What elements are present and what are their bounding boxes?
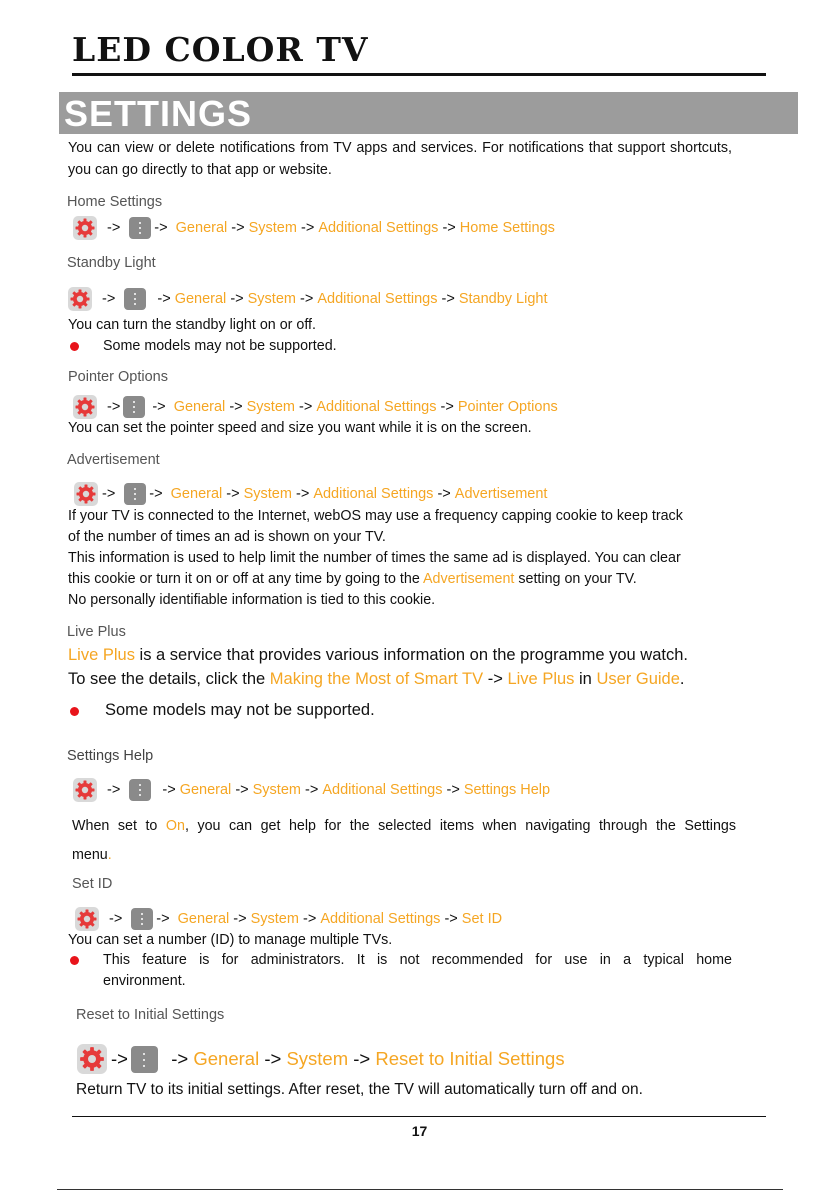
ad-line: If your TV is connected to the Internet, webOS may use a frequency capping cookie to keep track — [68, 508, 683, 524]
bullet-text: Some models may not be supported. — [105, 701, 375, 719]
arrow: -> — [295, 486, 310, 502]
live-plus-link: Live Plus — [507, 670, 575, 688]
banner-title: SETTINGS — [64, 93, 253, 134]
path-system: System — [243, 486, 292, 502]
arrow: -> — [446, 782, 460, 798]
live-line — [68, 643, 768, 667]
heading-live-plus: Live Plus — [67, 624, 126, 640]
path-general: General — [179, 782, 232, 798]
gear-icon — [77, 1044, 107, 1074]
arrow: -> — [102, 291, 116, 307]
path-system: System — [252, 782, 301, 798]
heading-set-id: Set ID — [72, 876, 113, 892]
arrow: -> — [149, 486, 163, 502]
path-system: System — [246, 399, 295, 415]
ad-line-text: this cookie or turn it on or off at any time by going to the — [68, 571, 423, 587]
help-text: , you can get help for the selected items when navigating through the Settings — [184, 818, 736, 834]
bullet-dot — [70, 342, 79, 351]
arrow: -> — [231, 220, 245, 236]
bullet-line: This feature is for administrators. It is not recommended for use in a typical home — [103, 952, 732, 968]
live-plus-description — [68, 643, 768, 691]
more-dots-icon — [131, 1046, 158, 1073]
help-text: When set to — [72, 818, 166, 834]
reset-description: Return TV to its initial settings. After reset, the TV will automatically turn off and on. — [76, 1081, 643, 1098]
live-line-text: is a service that provides various information on the programme you watch. — [134, 646, 688, 664]
arrow: -> — [353, 1048, 371, 1069]
arrow: -> — [487, 670, 503, 688]
path-set-id — [75, 907, 502, 931]
arrow: -> — [300, 220, 315, 236]
path-target: Settings Help — [463, 782, 551, 798]
making-most-link: Making the Most of Smart TV — [269, 670, 484, 688]
pointer-description: You can set the pointer speed and size you want while it is on the screen. — [68, 420, 532, 436]
arrow: -> — [230, 291, 244, 307]
arrow: -> — [302, 911, 317, 927]
arrow: -> — [233, 911, 247, 927]
help-line — [72, 812, 736, 841]
advertisement-link: Advertisement — [422, 571, 515, 587]
section-banner — [59, 92, 798, 134]
set-id-description: You can set a number (ID) to manage multiple TVs. — [68, 932, 393, 948]
arrow: -> — [264, 1048, 282, 1069]
arrow: -> — [300, 291, 314, 307]
ad-line: of the number of times an ad is shown on your TV. — [68, 529, 386, 545]
bullet-line: environment. — [103, 973, 186, 989]
path-target: Home Settings — [459, 220, 555, 236]
path-target: Advertisement — [454, 486, 548, 502]
heading-advertisement: Advertisement — [67, 452, 160, 468]
standby-description: You can turn the standby light on or off. — [68, 317, 316, 333]
gear-icon — [75, 907, 99, 931]
path-additional-settings: Additional Settings — [322, 782, 443, 798]
path-reset — [77, 1044, 565, 1074]
path-target: Reset to Initial Settings — [375, 1048, 565, 1069]
path-additional-settings: Additional Settings — [317, 291, 438, 307]
gear-icon — [68, 287, 92, 311]
gear-icon — [74, 482, 98, 506]
gear-icon — [73, 395, 97, 419]
path-target: Standby Light — [458, 291, 548, 307]
arrow: -> — [305, 782, 319, 798]
ad-line: This information is used to help limit the number of times the same ad is displayed. You can clear — [68, 550, 681, 566]
brand-title: LED COLOR TV — [72, 30, 369, 69]
live-plus-bullet — [68, 700, 375, 721]
intro-paragraph: You can view or delete notifications from TV apps and services. For notifications that support shortcuts, you can go directly to that app or website. — [68, 140, 732, 178]
arrow: -> — [156, 911, 170, 927]
arrow: -> — [109, 911, 123, 927]
heading-settings-help: Settings Help — [67, 748, 154, 764]
arrow: -> — [157, 291, 171, 307]
path-general: General — [177, 911, 230, 927]
arrow: -> — [107, 782, 121, 798]
arrow: -> — [162, 782, 176, 798]
arrow: -> — [437, 486, 451, 502]
more-dots-icon — [124, 483, 146, 505]
path-advertisement — [74, 482, 547, 506]
path-general: General — [170, 486, 223, 502]
arrow: -> — [229, 399, 243, 415]
bullet-text: Some models may not be supported. — [103, 338, 337, 354]
settings-help-description — [72, 812, 736, 870]
bullet-text — [103, 950, 732, 992]
arrow: -> — [442, 220, 456, 236]
set-id-bullet — [68, 950, 732, 992]
header-divider — [72, 73, 766, 76]
path-additional-settings: Additional Settings — [318, 220, 439, 236]
live-plus-link: Live Plus — [68, 646, 135, 664]
arrow: -> — [226, 486, 240, 502]
arrow: -> — [235, 782, 249, 798]
arrow: -> — [441, 291, 455, 307]
more-dots-icon — [129, 217, 151, 239]
user-guide-link: User Guide — [596, 670, 680, 688]
more-dots-icon — [124, 288, 146, 310]
bullet-dot — [70, 707, 79, 716]
on-value: On — [165, 818, 185, 834]
page-bottom-rule — [57, 1189, 783, 1190]
path-general: General — [173, 399, 226, 415]
arrow: -> — [107, 399, 121, 415]
ad-line — [68, 569, 748, 590]
page-number: 17 — [411, 1123, 428, 1139]
path-general: General — [174, 291, 227, 307]
arrow: -> — [152, 399, 166, 415]
arrow: -> — [111, 1048, 128, 1069]
path-system: System — [250, 911, 299, 927]
arrow: -> — [107, 220, 121, 236]
live-line-text: in — [574, 670, 597, 688]
path-system: System — [247, 291, 296, 307]
arrow: -> — [154, 220, 168, 236]
footer-divider — [72, 1116, 766, 1117]
path-system: System — [248, 220, 297, 236]
path-target: Set ID — [461, 911, 503, 927]
more-dots-icon — [123, 396, 145, 418]
path-general: General — [175, 220, 228, 236]
path-settings-help — [73, 778, 550, 802]
path-standby-light — [68, 287, 548, 311]
more-dots-icon — [131, 908, 153, 930]
path-target: Pointer Options — [457, 399, 558, 415]
help-dot: . — [107, 847, 112, 863]
path-home-settings — [73, 216, 555, 240]
path-system: System — [286, 1048, 349, 1069]
bullet-dot — [70, 956, 79, 965]
path-additional-settings: Additional Settings — [316, 399, 437, 415]
arrow: -> — [299, 399, 313, 415]
path-pointer-options — [73, 395, 558, 419]
arrow: -> — [444, 911, 458, 927]
arrow: -> — [102, 486, 116, 502]
help-text: menu — [72, 847, 108, 863]
arrow: -> — [171, 1048, 189, 1069]
standby-bullet — [68, 336, 337, 357]
help-line — [72, 841, 736, 870]
heading-reset: Reset to Initial Settings — [76, 1007, 225, 1023]
live-line — [68, 667, 768, 691]
path-additional-settings: Additional Settings — [313, 486, 434, 502]
arrow: -> — [440, 399, 454, 415]
heading-home-settings: Home Settings — [67, 194, 163, 210]
advertisement-description — [68, 506, 748, 611]
path-additional-settings: Additional Settings — [320, 911, 441, 927]
gear-icon — [73, 778, 97, 802]
heading-pointer-options: Pointer Options — [68, 369, 168, 385]
more-dots-icon — [129, 779, 151, 801]
heading-standby-light: Standby Light — [67, 255, 156, 271]
period: . — [679, 670, 685, 688]
ad-line: No personally identifiable information is tied to this cookie. — [68, 592, 436, 608]
ad-line-text: setting on your TV. — [514, 571, 637, 587]
path-general: General — [193, 1048, 260, 1069]
gear-icon — [73, 216, 97, 240]
live-line-text: To see the details, click the — [68, 670, 270, 688]
